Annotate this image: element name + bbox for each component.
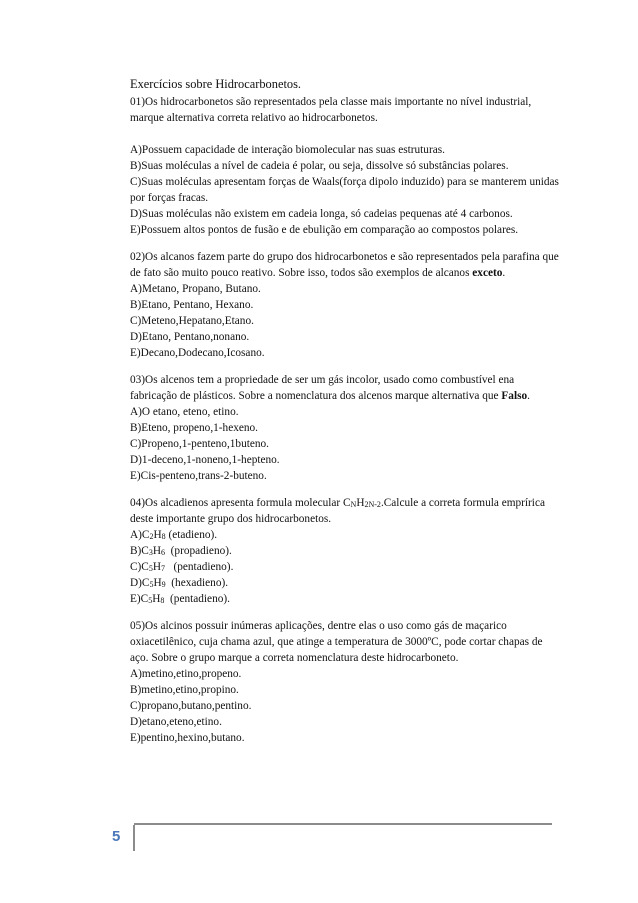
option-c: C)propano,butano,pentino. [130, 700, 252, 712]
page-number: 5 [112, 828, 121, 845]
option-d: D)Suas moléculas não existem em cadeia longa, só cadeias pequenas até 4 carbonos. [130, 208, 513, 220]
question-4-text [130, 495, 562, 527]
formula-subscript: 5 [149, 580, 154, 589]
formula-carbon: C [140, 593, 149, 605]
option-d: D)1-deceno,1-noneno,1-hepteno. [130, 454, 280, 466]
compound-name: (propadieno). [165, 545, 232, 557]
option-letter: C) [130, 561, 142, 573]
option-d [130, 575, 562, 591]
formula-carbon: C [141, 545, 149, 557]
question-5-text: 05)Os alcinos possuir inúmeras aplicações, dentre elas o uso como gás de maçarico oxiacetilênico, cuja chama azul, que atinge a temperatura de 3000ºC, pode cortar chapas de aço. Sobre o grupo marque a correta nomenclatura deste hidrocarboneto. [130, 620, 543, 664]
question-2 [130, 249, 562, 361]
formula-subscript: 5 [148, 564, 153, 573]
option-c: C)Suas moléculas apresentam forças de Waals(força dipolo induzido) para se manterem unidas por forças fracas. [130, 176, 559, 204]
question-4-body: 04)Os alcadienos apresenta formula molecular C [130, 497, 351, 509]
formula-hydrogen: H [153, 577, 162, 589]
question-2-emphasis: exceto [472, 267, 503, 279]
compound-name: (etadieno). [165, 529, 218, 541]
formula-subscript: 7 [161, 564, 166, 573]
question-2-body: 02)Os alcanos fazem parte do grupo dos hidrocarbonetos e são representados pela parafina que de fato são muito pouco reativo. Sobre isso, todos são exemplos de alcanos [130, 251, 559, 279]
formula-carbon: C [141, 561, 149, 573]
formula-subscript: 3 [148, 548, 153, 557]
option-c [130, 559, 562, 575]
formula-hydrogen: H [152, 593, 161, 605]
option-letter: E) [130, 593, 141, 605]
option-a: A)O etano, eteno, etino. [130, 406, 239, 418]
option-e: E)Possuem altos pontos de fusão e de ebulição em comparação ao compostos polares. [130, 224, 519, 236]
formula-carbon: C [141, 529, 150, 541]
option-b: B)metino,etino,propino. [130, 684, 239, 696]
footer-divider [134, 823, 552, 825]
document-body [130, 76, 562, 746]
question-4 [130, 495, 562, 607]
option-c: C)Propeno,1-penteno,1buteno. [130, 438, 269, 450]
option-b: B)Etano, Pentano, Hexano. [130, 299, 254, 311]
option-e: E)Cis-penteno,trans-2-buteno. [130, 470, 267, 482]
formula-subscript: 5 [148, 596, 153, 605]
question-1 [130, 94, 562, 238]
option-letter: A) [130, 529, 142, 541]
question-3-text [130, 372, 562, 404]
formula-hydrogen: H [152, 561, 162, 573]
option-letter: D) [130, 577, 142, 589]
option-a: A)metino,etino,propeno. [130, 668, 242, 680]
formula-hydrogen: H [356, 497, 365, 509]
question-3-options [130, 404, 562, 484]
compound-name: (pentadieno). [164, 593, 230, 605]
question-2-options [130, 281, 562, 361]
option-b: B)Eteno, propeno,1-hexeno. [130, 422, 258, 434]
formula-subscript: 8 [161, 532, 166, 541]
option-d: D)etano,eteno,etino. [130, 716, 222, 728]
option-c: C)Meteno,Hepatano,Etano. [130, 315, 254, 327]
option-e: E)pentino,hexino,butano. [130, 732, 245, 744]
formula-hydrogen: H [153, 529, 162, 541]
compound-name: (hexadieno). [165, 577, 229, 589]
formula-subscript: 2N-2 [364, 500, 381, 509]
question-1-text: 01)Os hidrocarbonetos são representados pela classe mais importante no nível industrial, marque alternativa correta relativo ao hidrocarbonetos. [130, 96, 532, 124]
question-3-body: 03)Os alcenos tem a propriedade de ser um gás incolor, usado como combustível ena fabricação de plásticos. Sobre a nomenclatura dos alcenos marque alternativa que [130, 374, 515, 402]
footer-vertical-divider [133, 825, 135, 851]
option-d: D)Etano, Pentano,nonano. [130, 331, 250, 343]
question-4-body-end: .Calcule a correta formula emprírica deste importante grupo dos hidrocarbonetos. [130, 497, 545, 525]
option-a [130, 527, 562, 543]
option-b [130, 543, 562, 559]
question-3-emphasis: Falso [501, 390, 528, 402]
formula-subscript: 8 [160, 596, 165, 605]
page-title: Exercícios sobre Hidrocarbonetos. [130, 77, 302, 91]
option-e [130, 591, 562, 607]
option-e: E)Decano,Dodecano,Icosano. [130, 347, 265, 359]
question-5-options [130, 666, 562, 746]
formula-subscript: 6 [161, 548, 166, 557]
formula-subscript: 9 [161, 580, 166, 589]
question-1-options [130, 142, 562, 238]
formula-carbon: C [141, 577, 150, 589]
punctuation: . [502, 267, 506, 279]
compound-name: (pentadieno). [165, 561, 234, 573]
formula-subscript: N [350, 500, 357, 509]
question-2-text [130, 249, 562, 281]
question-3 [130, 372, 562, 484]
option-letter: B) [130, 545, 142, 557]
question-5 [130, 618, 562, 746]
question-4-options [130, 527, 562, 607]
option-a: A)Possuem capacidade de interação biomolecular nas suas estruturas. [130, 144, 445, 156]
formula-hydrogen: H [152, 545, 162, 557]
punctuation: . [527, 390, 530, 402]
option-a: A)Metano, Propano, Butano. [130, 283, 261, 295]
option-b: B)Suas moléculas a nível de cadeia é polar, ou seja, dissolve só substâncias polares. [130, 160, 509, 172]
formula-subscript: 2 [149, 532, 154, 541]
